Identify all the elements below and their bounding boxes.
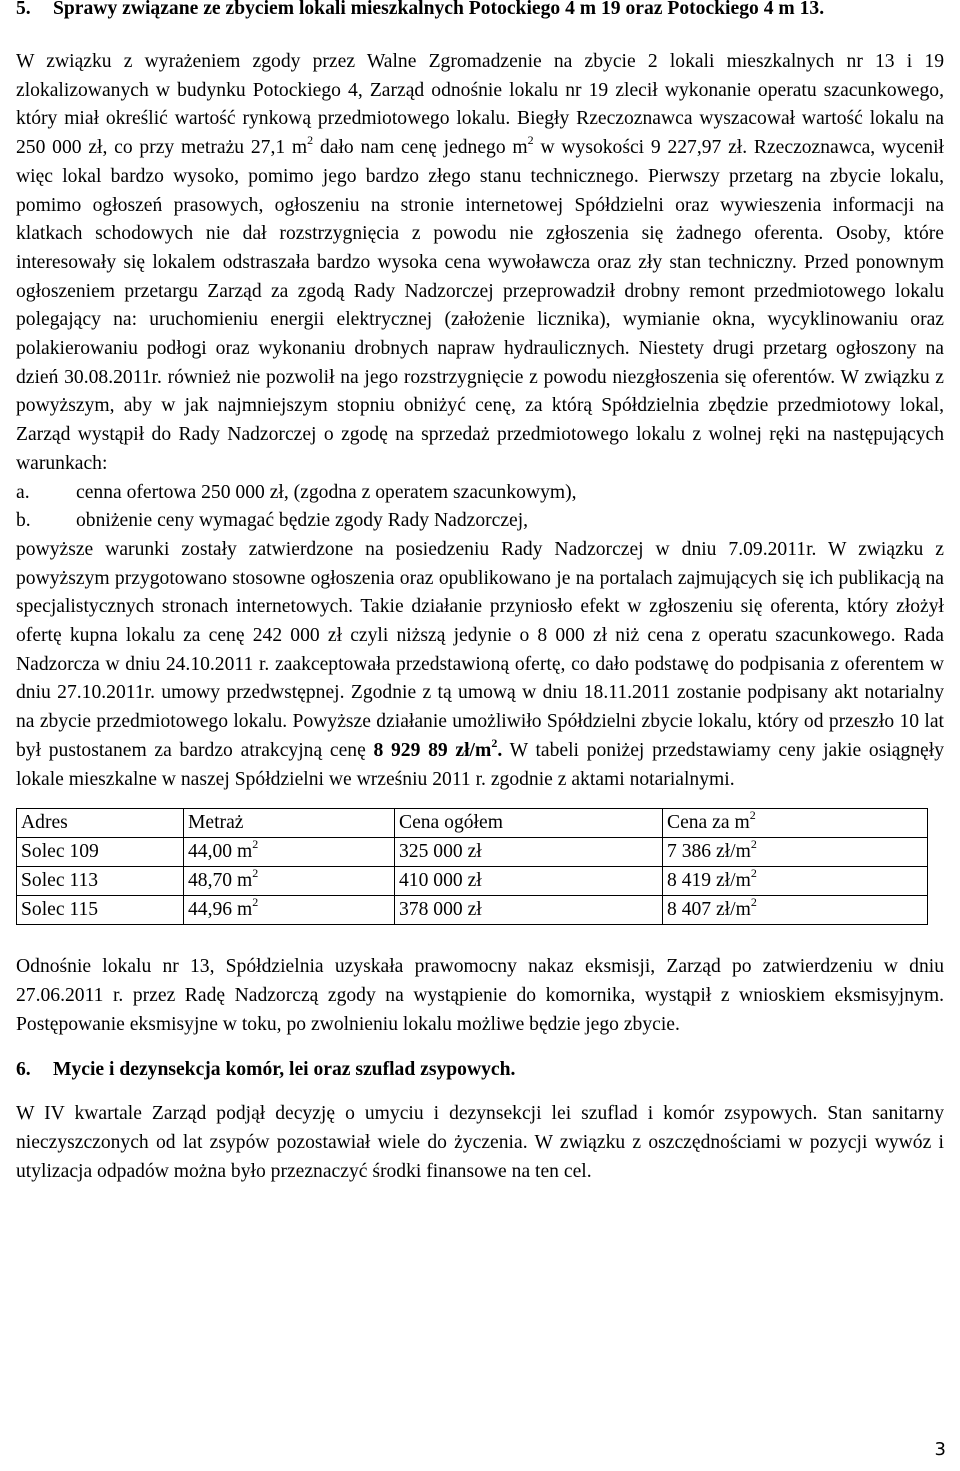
header-text: Cena za m [667, 812, 750, 834]
table-cell [184, 896, 395, 925]
list-item-a [16, 479, 944, 508]
bold-price-value: 8 929 89 zł/m [373, 739, 492, 761]
document-page [16, 0, 944, 1187]
list-item-b [16, 507, 944, 536]
table-cell: 410 000 zł [395, 867, 663, 896]
bold-price [373, 735, 503, 761]
page-number: 3 [934, 1439, 946, 1460]
table-cell [184, 838, 395, 867]
section-5-heading [16, 0, 944, 21]
section-5-number: 5. [16, 0, 31, 19]
section-6-title: Mycie i dezynsekcja komór, lei oraz szuflad zsypowych. [53, 1059, 516, 1081]
section-6-number: 6. [16, 1059, 31, 1081]
paragraph-text-part-4: powyższe warunki zostały zatwierdzone na posiedzeniu Rady Nadzorczej w dniu 7.09.2011r. W związku z powyższym przygotowano stosowne ogłoszenia oraz opublikowano je na portalach zajmujących się ich publikacją na specjalistycznych stronach internetowych. Takie działanie przyniosło efekt w zgłoszeniu się oferenta, który złożył ofertę kupna lokalu za cenę 242 000 zł czyli niższą jedynie o 8 000 zł niż cena z operatu szacunkowego. Rada Nadzorcza w dniu 24.10.2011 r. zaakceptowała przedstawioną ofertę, co dało podstawę do podpisania z oferentem w dniu 27.10.2011r. umowy przedwstępnej. Zgodnie z tą umową w dniu 18.11.2011 zostanie podpisany akt notarialny na zbycie przedmiotowego lokalu. Powyższe działanie umożliwiło Spółdzielni zbycie lokalu, który od przeszło 10 lat był pustostanem za bardzo atrakcyjną cenę [16, 538, 944, 761]
cell-text: 7 386 zł/m [667, 841, 751, 863]
list-text: obniżenie ceny wymagać będzie zgody Rady Nadzorczej, [76, 510, 529, 532]
paragraph-text-part-3: w wysokości 9 227,97 zł. Rzeczoznawca, wycenił więc lokal bardzo wysoko, pomimo jego bardzo złego stanu technicznego. Pierwszy przetarg na zbycie lokalu, pomimo ogłoszeń prasowych, ogłoszeniu na stronie internetowej Spółdzielni oraz wywieszenia informacji na klatkach schodowych nie dał rozstrzygnięcia z powodu nie zgłoszenia się żadnego oferenta. Osoby, które interesowały się lokalem odstraszała bardzo wysoka cena wywoławcza oraz zły stan techniczny. Przed ponownym ogłoszeniem przetargu Zarząd za zgodą Rady Nadzorczej przeprowadził drobny remont przedmiotowego lokalu polegający na: uruchomieniu energii elektrycznej (założenie licznika), wymianie okna, wycyklinowaniu oraz polakierowaniu podłogi oraz wykonaniu drobnych napraw hydraulicznych. Niestety drugi przetarg ogłoszony na dzień 30.08.2011r. również nie pozwolił na jego rozstrzygnięcie z powodu niezgłoszenia się oferentów. W związku z powyższym, aby w jak najmniejszym stopniu obniżyć cenę, za którą Spółdzielnia zbędzie przedmiotowy lokal, Zarząd wystąpił do Rady Nadzorczej o zgodę na sprzedaż przedmiotowego lokalu z wolnej ręki na następujących warunkach: [16, 137, 944, 474]
cell-text: 44,96 m [188, 899, 253, 921]
table-row [17, 867, 928, 896]
cell-text: 8 407 zł/m [667, 899, 751, 921]
table-cell [663, 867, 928, 896]
list-text: cenna ofertowa 250 000 zł, (zgodna z operatem szacunkowym), [76, 481, 577, 503]
prices-table [16, 808, 928, 925]
list-letter: b. [16, 510, 31, 532]
table-header-cell: Cena ogółem [395, 809, 663, 838]
table-row [17, 896, 928, 925]
table-cell [184, 867, 395, 896]
table-cell: Solec 113 [17, 867, 184, 896]
superscript: 2 [252, 837, 259, 852]
paragraph-text-part-1: W związku z wyrażeniem zgody przez Walne Zgromadzenie na zbycie 2 lokali mieszkalnych nr 13 i 19 zlokalizowanych w budynku Potockiego 4, Zarząd odnośnie lokalu nr 19 zlecił wykonanie operatu szacunkowego, który miał określić wartość rynkową przedmiotowego lokalu. Biegły Rzeczoznawca wyszacował wartość lokalu na 250 000 zł, co przy metrażu 27,1 m [16, 51, 944, 159]
table-cell: 378 000 zł [395, 896, 663, 925]
section-5-title: Sprawy związane ze zbyciem lokali mieszkalnych Potockiego 4 m 19 oraz Potockiego 4 m 13. [53, 0, 825, 19]
lokal-13-paragraph: Odnośnie lokalu nr 13, Spółdzielnia uzyskała prawomocny nakaz eksmisji, Zarząd po zatwierdzeniu w dniu 27.06.2011 r. przez Radę Nadzorczą zgody na wystąpienie do komornika, wystąpił z wnioskiem eksmisyjnym. Postępowanie eksmisyjne w toku, po zwolnieniu lokalu możliwe będzie jego zbycie. [16, 956, 944, 1035]
table-header-cell [663, 809, 928, 838]
paragraph-text-part-2: dało nam cenę jednego m [313, 137, 528, 159]
cell-text: 44,00 m [188, 841, 253, 863]
superscript: 2 [749, 808, 756, 823]
superscript: 2 [252, 866, 259, 881]
list-letter: a. [16, 481, 30, 503]
table-cell: Solec 115 [17, 896, 184, 925]
section-6-paragraph: W IV kwartale Zarząd podjął decyzję o umyciu i dezynsekcji lei szuflad i komór zsypowych. Stan sanitarny nieczyszczonych od lat zsypów pozostawiał wiele do życzenia. W związku z oszczędnościami w pozycji wywóz i utylizacja odpadów można było przeznaczyć środki finansowe na ten cel. [16, 1103, 944, 1182]
superscript: 2 [491, 735, 498, 750]
cell-text: 48,70 m [188, 870, 253, 892]
cell-text: 8 419 zł/m [667, 870, 751, 892]
superscript: 2 [750, 837, 757, 852]
table-row [17, 838, 928, 867]
table-header-cell: Adres [17, 809, 184, 838]
superscript: 2 [750, 866, 757, 881]
table-header-row [17, 809, 928, 838]
superscript: 2 [527, 133, 534, 148]
table-cell: 325 000 zł [395, 838, 663, 867]
bold-price-dot: . [497, 739, 503, 761]
table-cell [663, 838, 928, 867]
section-6-heading [16, 1057, 944, 1082]
superscript: 2 [750, 895, 757, 910]
section-5-paragraph [16, 48, 944, 479]
section-5-paragraph-continued [16, 536, 944, 794]
table-header-cell: Metraż [184, 809, 395, 838]
table-cell [663, 896, 928, 925]
paragraph-text-part-5: W tabeli poniżej przedstawiamy ceny jakie osiągnęły lokale mieszkalne w naszej Spółdzielni we wrześniu 2011 r. zgodnie z aktami notarialnymi. [16, 739, 944, 790]
superscript: 2 [307, 133, 314, 148]
table-cell: Solec 109 [17, 838, 184, 867]
superscript: 2 [252, 895, 259, 910]
